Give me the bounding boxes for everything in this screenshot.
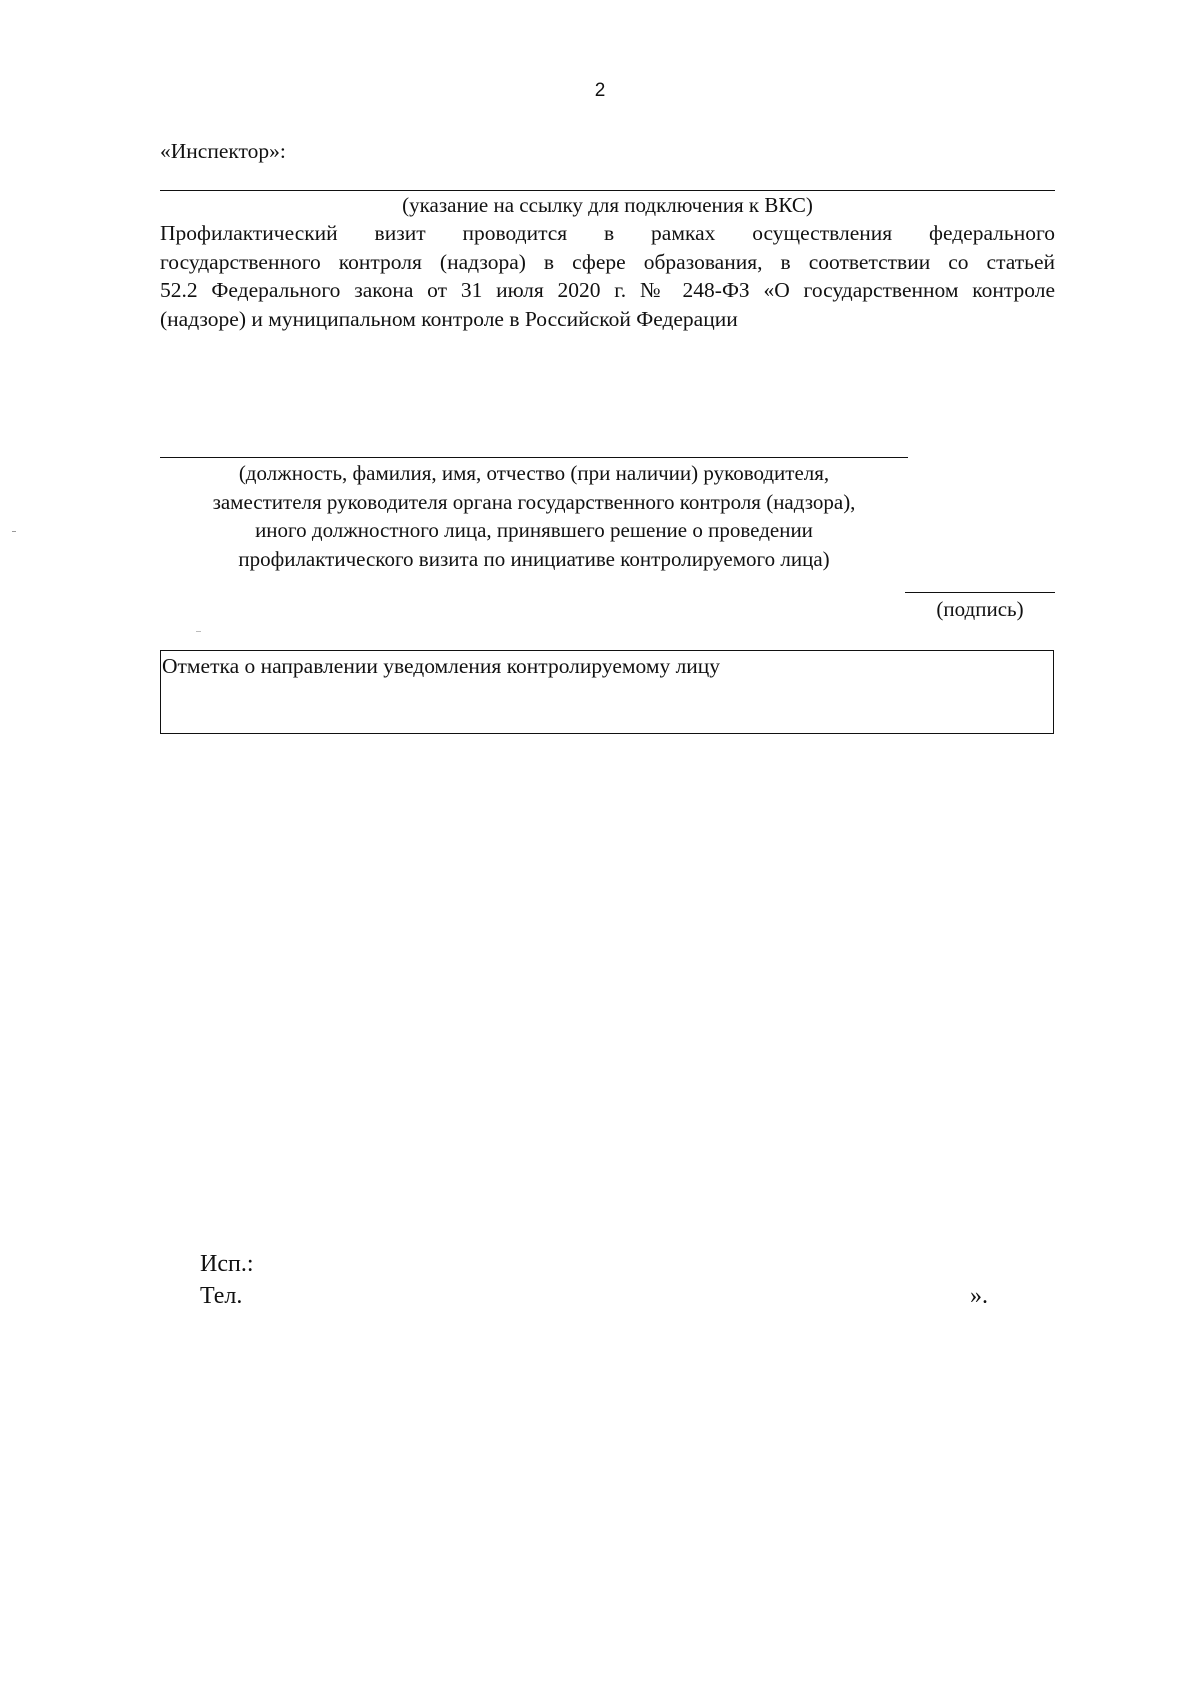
official-caption-line: заместителя руководителя органа государственного контроля (надзора), [212, 489, 856, 514]
signature-caption: (подпись) [936, 597, 1024, 621]
closing-quote: ». [970, 1283, 988, 1309]
notice-mark-box [160, 650, 1054, 734]
official-caption-line: профилактического визита по инициативе контролируемого лица) [238, 546, 830, 571]
official-caption-line: (должность, фамилия, имя, отчество (при наличии) руководителя, [238, 461, 830, 485]
paragraph-line: 52.2 Федерального закона от 31 июля 2020 г. № 248-ФЗ «О государственном контроле [160, 278, 1055, 302]
paragraph-line: Профилактический визит проводится в рамках осуществления федерального [160, 221, 1055, 245]
vks-link-caption: (указание на ссылку для подключения к ВКС) [402, 193, 813, 217]
paragraph-line: (надзоре) и муниципальном контроле в Российской Федерации [160, 306, 738, 331]
official-caption-line: иного должностного лица, принявшего решение о проведении [255, 518, 813, 542]
phone-label: Тел. [200, 1283, 243, 1309]
page-number: 2 [594, 80, 606, 101]
executor-label: Исп.: [200, 1251, 254, 1277]
official-caption [160, 459, 908, 573]
margin-mark [12, 531, 16, 532]
official-fill-line [160, 457, 908, 458]
scan-mark [196, 631, 201, 632]
paragraph-line: государственного контроля (надзора) в сфере образования, в соответствии со статьей [160, 249, 1055, 274]
signature-fill-line [905, 592, 1055, 593]
legal-basis-paragraph [160, 219, 1055, 333]
inspector-label: «Инспектор»: [160, 139, 286, 163]
notice-mark-label: Отметка о направлении уведомления контролируемому лицу [162, 654, 721, 678]
